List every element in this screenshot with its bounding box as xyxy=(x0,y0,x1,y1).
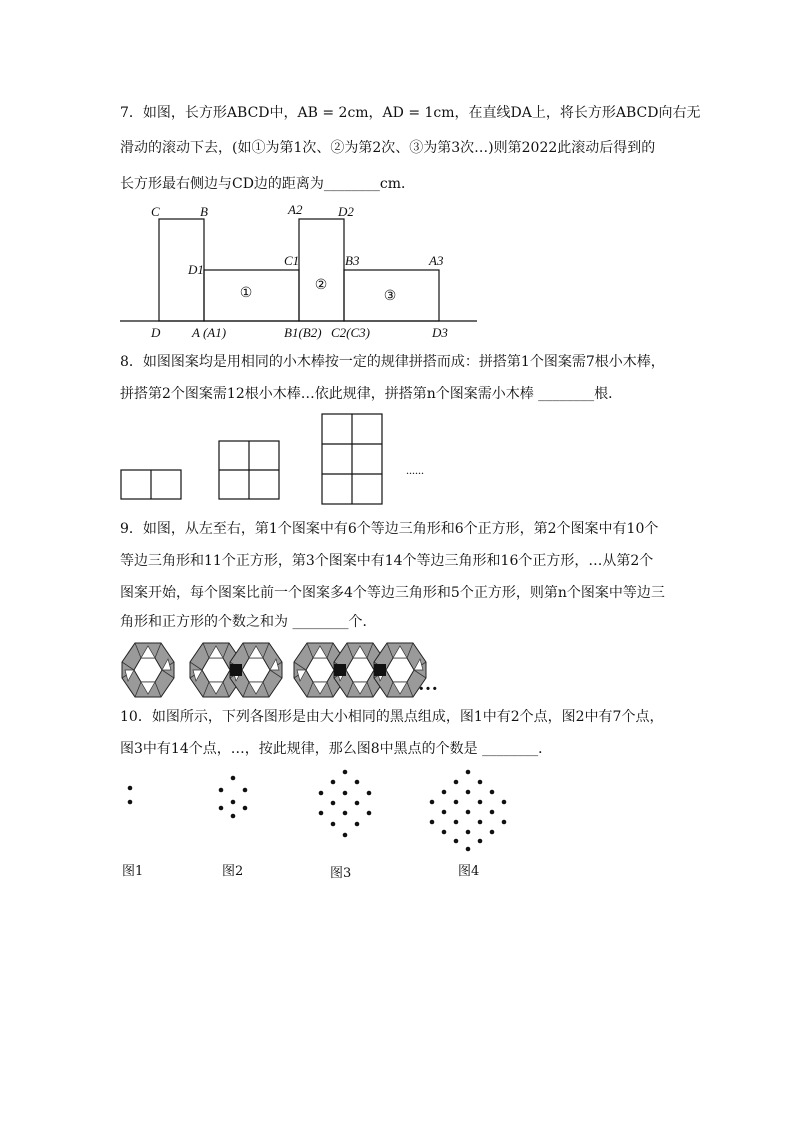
label-B1-B2: B1(B2) xyxy=(284,325,322,340)
q9-line-1: 9．如图，从左至右，第1个图案中有6个等边三角形和6个正方形，第2个图案中有10个 xyxy=(120,521,659,537)
label-D1: D1 xyxy=(188,262,204,277)
q8-line-1: 8．如图图案均是用相同的小木棒按一定的规律拼搭而成：拼搭第1个图案需7根小木棒， xyxy=(120,354,665,370)
label-A2: A2 xyxy=(288,202,303,217)
q8-ellipsis: ...... xyxy=(406,463,424,477)
q10-line-2: 图3中有14个点，…，按此规律，那么图8中黑点的个数是 ________． xyxy=(120,741,553,757)
circle-1: ① xyxy=(239,286,253,301)
q8-matchstick-figures xyxy=(115,410,445,510)
q7-line-2: 滑动的滚动下去，(如①为第1次、②为第2次、③为第3次…)则第2022此滚动后得到的 xyxy=(120,140,656,156)
q8-line-2: 拼搭第2个图案需12根小木棒…依此规律，拼搭第n个图案需小木棒 ________根． xyxy=(120,386,623,402)
q7-line-3: 长方形最右侧边与CD边的距离为________cm． xyxy=(120,176,416,192)
circle-2: ② xyxy=(314,278,328,293)
q10-line-1: 10．如图所示，下列各图形是由大小相同的黑点组成，图1中有2个点，图2中有7个点， xyxy=(120,709,664,725)
caption-fig-3: 图3 xyxy=(330,866,352,881)
label-C1: C1 xyxy=(284,253,300,268)
label-B: B xyxy=(200,204,208,219)
q9-ellipsis: … xyxy=(418,673,438,695)
label-B3: B3 xyxy=(345,253,360,268)
q7-rectangle-rolling-figure xyxy=(115,200,485,345)
label-A-A1: A (A1) xyxy=(192,325,227,340)
dot xyxy=(128,800,133,805)
label-C2-C3: C2(C3) xyxy=(331,325,370,340)
q10-dot-figures xyxy=(115,765,535,860)
caption-fig-4: 图4 xyxy=(458,864,480,879)
q9-line-2: 等边三角形和11个正方形，第3个图案中有14个等边三角形和16个正方形，…从第2个 xyxy=(120,553,654,569)
label-A3: A3 xyxy=(429,253,444,268)
label-D3: D3 xyxy=(432,325,448,340)
dot xyxy=(128,786,133,791)
caption-fig-2: 图2 xyxy=(222,864,244,879)
q9-line-3: 图案开始，每个图案比前一个图案多4个等边三角形和5个正方形，则第n个图案中等边三 xyxy=(120,585,665,601)
label-D: D xyxy=(151,325,161,340)
circle-3: ③ xyxy=(383,289,397,304)
caption-fig-1: 图1 xyxy=(122,864,144,879)
label-D2: D2 xyxy=(338,204,354,219)
q9-hexagon-ring-figures xyxy=(120,640,450,700)
label-C: C xyxy=(151,204,160,219)
q9-line-4: 角形和正方形的个数之和为 ________个． xyxy=(120,614,377,630)
q7-line-1: 7．如图，长方形ABCD中，AB = 2cm，AD = 1cm，在直线DA上，将长方形ABCD向右无 xyxy=(120,105,701,121)
